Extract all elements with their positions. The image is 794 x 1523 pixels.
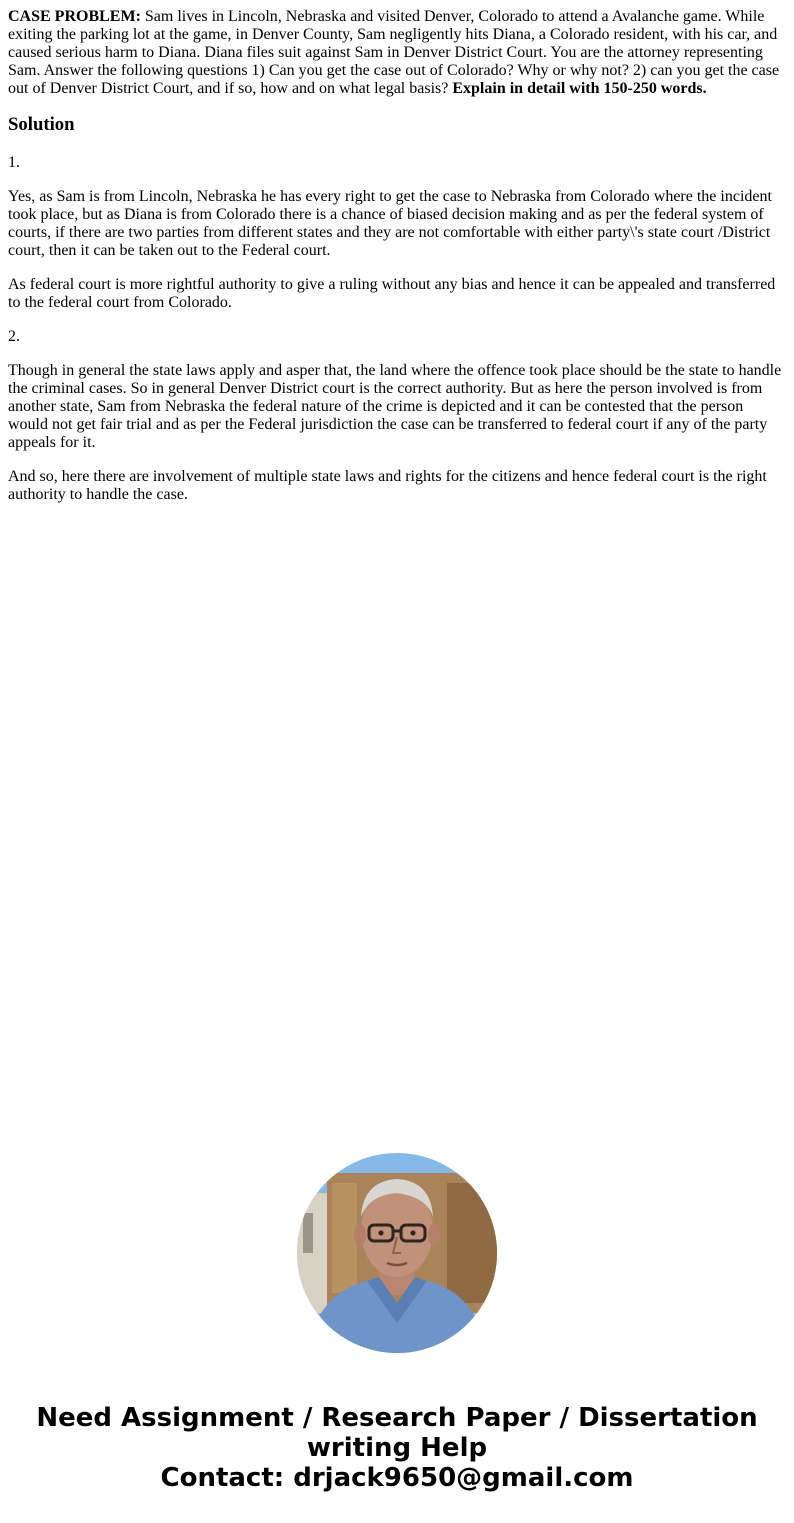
solution-paragraph-3: As federal court is more rightful authority to give a ruling without any bias and hence it can be appealed and transferred to the federal court from Colorado. xyxy=(8,276,776,311)
author-portrait xyxy=(297,1153,497,1353)
document-content xyxy=(8,8,784,520)
solution-paragraph-2: Yes, as Sam is from Lincoln, Nebraska he has every right to get the case to Nebraska from Colorado where the incident took place, but as Diana is from Colorado there is a chance of biased decision making and as per the federal system of courts, if there are two parties from different states and they are not comfortable with either party\'s state court /District court, then it can be taken out to the Federal court. xyxy=(8,188,772,259)
promo-contact: Contact: drjack9650@gmail.com xyxy=(160,1463,634,1493)
author-avatar xyxy=(297,1153,497,1353)
case-problem-text: Sam lives in Lincoln, Nebraska and visited Denver, Colorado to attend a Avalanche game. While exiting the parking lot at the game, in Denver County, Sam negligently hits Diana, a Colorado resident, with his car, and caused serious harm to Diana. Diana files suit against Sam in Denver District Court. You are the attorney representing Sam. Answer the following questions 1) Can you get the case out of Colorado? Why or why not? 2) can you get the case out of Denver District Court, and if so, how and on what legal basis? xyxy=(8,8,780,97)
case-problem xyxy=(8,8,784,98)
promo-line-2: writing Help xyxy=(306,1433,488,1463)
case-problem-label: CASE PROBLEM: xyxy=(8,8,141,25)
promo-banner xyxy=(0,1403,794,1493)
promo-line-1: Need Assignment / Research Paper / Dissertation xyxy=(36,1403,758,1433)
solution-heading: Solution xyxy=(8,114,75,135)
solution-paragraph-5: Though in general the state laws apply and asper that, the land where the offence took place should be the state to handle the criminal cases. So in general Denver District court is the correct authority. But as here the person involved is from another state, Sam from Nebraska the federal nature of the crime is depicted and it can be contested that the person would not get fair trial and as per the Federal jurisdiction the case can be transferred to federal court if any of the party appeals for it. xyxy=(8,362,782,451)
solution-paragraph-1: 1. xyxy=(8,154,20,171)
case-problem-instruction: Explain in detail with 150-250 words. xyxy=(452,80,707,97)
solution-paragraph-4: 2. xyxy=(8,328,20,345)
solution-paragraph-6: And so, here there are involvement of multiple state laws and rights for the citizens and hence federal court is the right authority to handle the case. xyxy=(8,468,767,503)
